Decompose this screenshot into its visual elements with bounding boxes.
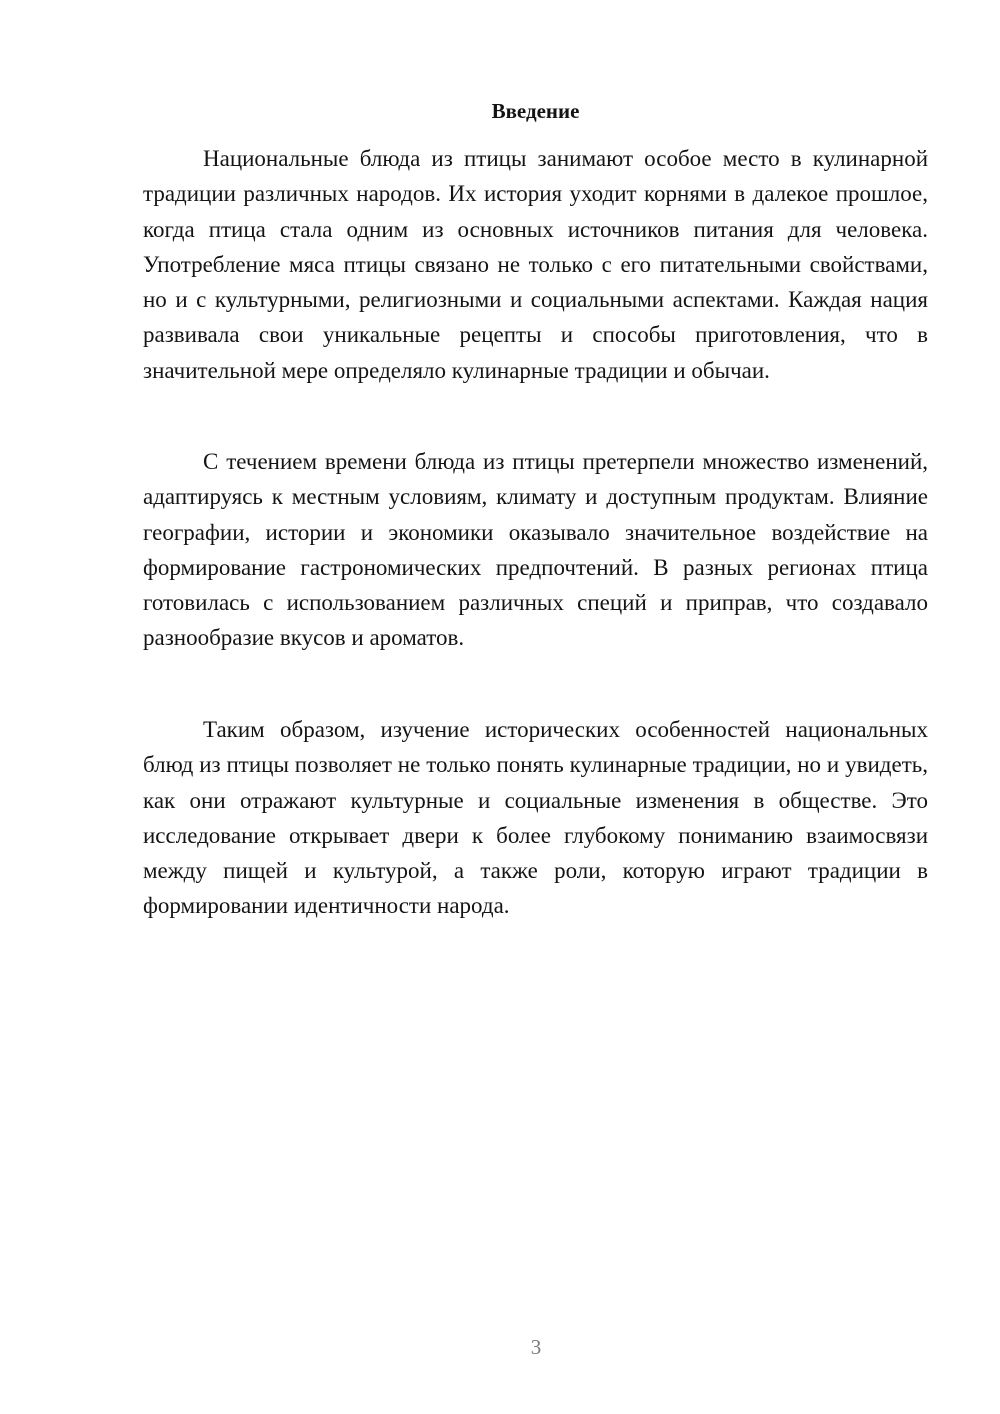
page-number: 3 — [530, 1335, 542, 1359]
paragraph-1: Национальные блюда из птицы занимают особое место в кулинарной традиции различных народов. Их история уходит корнями в далекое прошлое, когда птица стала одним из основных источников питания для человека. Употребление мяса птицы связано не только с его питательными свойствами, но и с культурными, религиозными и социальными аспектами. Каждая нация развивала свои уникальные рецепты и способы приготовления, что в значительной мере определяло кулинарные традиции и обычаи. — [143, 146, 928, 383]
paragraph-2: С течением времени блюда из птицы претерпели множество изменений, адаптируясь к местным условиям, климату и доступным продуктам. Влияние географии, истории и экономики оказывало значительное воздействие на формирование гастрономических предпочтений. В разных регионах птица готовилась с использованием различных специй и приправ, что создавало разнообразие вкусов и ароматов. — [143, 449, 928, 651]
paragraph-3: Таким образом, изучение исторических особенностей национальных блюд из птицы позволяет не только понять кулинарные традиции, но и увидеть, как они отражают культурные и социальные изменения в обществе. Это исследование открывает двери к более глубокому пониманию взаимосвязи между пищей и культурой, а также роли, которую играют традиции в формировании идентичности народа. — [143, 717, 928, 919]
section-title: Введение — [491, 99, 580, 123]
